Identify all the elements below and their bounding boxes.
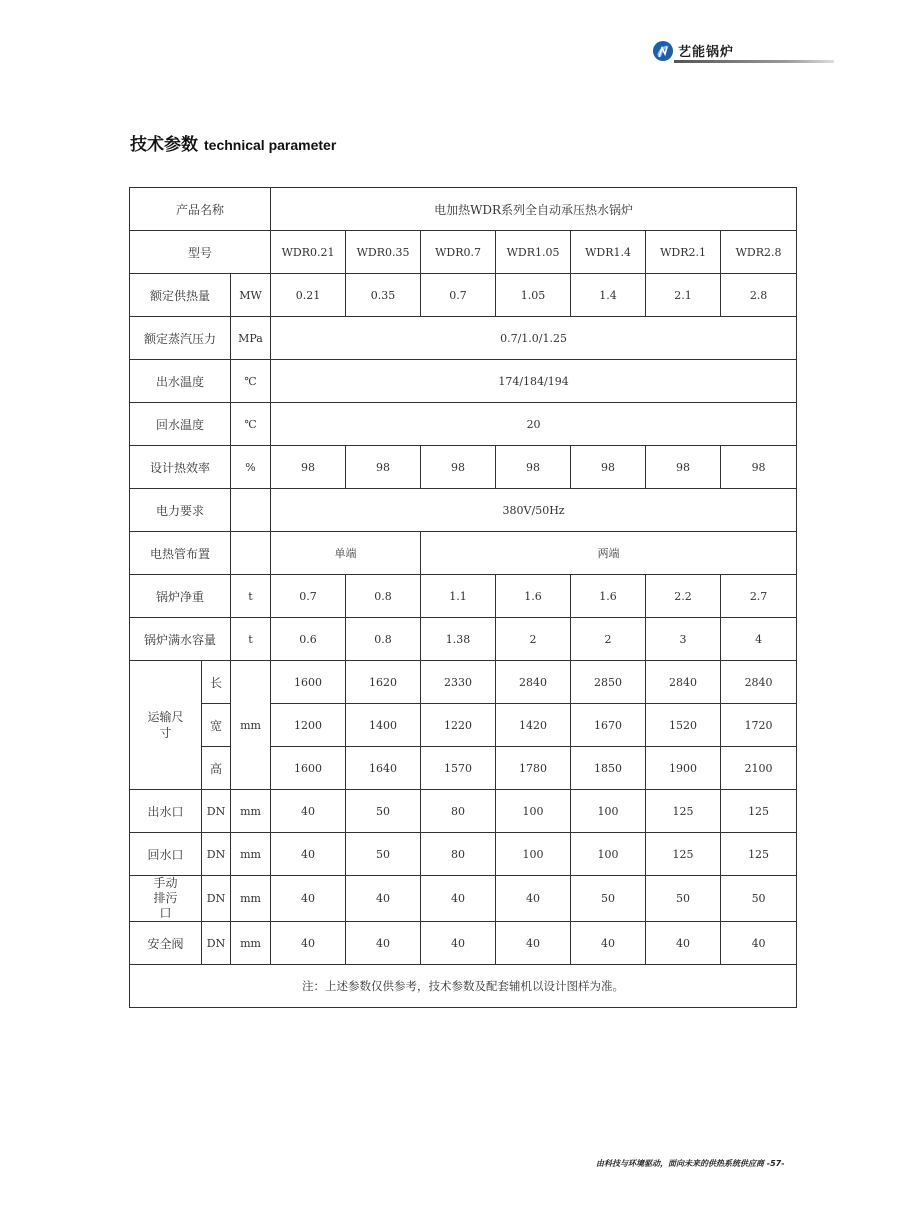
row-label: 回水温度 bbox=[130, 403, 231, 446]
value-cell: 2840 bbox=[496, 661, 571, 704]
value-cell: 40 bbox=[721, 922, 797, 965]
row-label: 安全阀 bbox=[130, 922, 202, 965]
value-cell: 1.38 bbox=[421, 618, 496, 661]
value-cell: 1640 bbox=[346, 747, 421, 790]
value-cell: 1570 bbox=[421, 747, 496, 790]
unit-cell bbox=[231, 489, 271, 532]
value-cell: 80 bbox=[421, 790, 496, 833]
value-cell: 1600 bbox=[271, 661, 346, 704]
value-cell: 2.7 bbox=[721, 575, 797, 618]
model-header-cell: WDR1.05 bbox=[496, 231, 571, 274]
value-cell: 1400 bbox=[346, 704, 421, 747]
unit-cell: t bbox=[231, 618, 271, 661]
value-cell: 40 bbox=[271, 922, 346, 965]
model-header-cell: WDR1.4 bbox=[571, 231, 646, 274]
model-header-cell: WDR2.1 bbox=[646, 231, 721, 274]
value-cell: 1420 bbox=[496, 704, 571, 747]
value-cell: 2 bbox=[571, 618, 646, 661]
value-cell: 0.6 bbox=[271, 618, 346, 661]
value-cell: 1600 bbox=[271, 747, 346, 790]
value-cell: 40 bbox=[346, 922, 421, 965]
table-row bbox=[130, 188, 797, 231]
row-label: 设计热效率 bbox=[130, 446, 231, 489]
value-cell: 2850 bbox=[571, 661, 646, 704]
table-row bbox=[130, 922, 797, 965]
unit-cell: mm bbox=[231, 922, 271, 965]
value-cell: 1.4 bbox=[571, 274, 646, 317]
value-cell: 100 bbox=[496, 790, 571, 833]
unit-cell: mm bbox=[231, 876, 271, 922]
value-cell: 125 bbox=[721, 790, 797, 833]
value-cell: 1720 bbox=[721, 704, 797, 747]
unit-cell: MW bbox=[231, 274, 271, 317]
value-cell: 1780 bbox=[496, 747, 571, 790]
row-label: 额定供热量 bbox=[130, 274, 231, 317]
value-cell: 1.6 bbox=[571, 575, 646, 618]
table-row bbox=[130, 231, 797, 274]
technical-parameter-table bbox=[129, 187, 797, 1008]
value-cell: 50 bbox=[721, 876, 797, 922]
row-label: 电力要求 bbox=[130, 489, 231, 532]
value-cell: 100 bbox=[571, 833, 646, 876]
merged-value-cell: 0.7/1.0/1.25 bbox=[271, 317, 797, 360]
dn-cell: DN bbox=[202, 876, 231, 922]
value-cell: 2 bbox=[496, 618, 571, 661]
value-cell: 80 bbox=[421, 833, 496, 876]
value-cell: 98 bbox=[271, 446, 346, 489]
table-row bbox=[130, 403, 797, 446]
value-cell: 125 bbox=[721, 833, 797, 876]
value-cell: 40 bbox=[271, 790, 346, 833]
value-cell: 98 bbox=[496, 446, 571, 489]
value-cell: 1200 bbox=[271, 704, 346, 747]
value-cell: 1.05 bbox=[496, 274, 571, 317]
dn-cell: DN bbox=[202, 833, 231, 876]
value-cell: 1620 bbox=[346, 661, 421, 704]
unit-cell: t bbox=[231, 575, 271, 618]
row-label: 出水温度 bbox=[130, 360, 231, 403]
page-footer: 由科技与环境驱动，面向未来的供热系统供应商 -57- bbox=[596, 1159, 785, 1168]
unit-cell: % bbox=[231, 446, 271, 489]
unit-cell: ℃ bbox=[231, 360, 271, 403]
table-row bbox=[130, 274, 797, 317]
value-cell: 1900 bbox=[646, 747, 721, 790]
table-row bbox=[130, 747, 797, 790]
row-label: 出水口 bbox=[130, 790, 202, 833]
value-cell: 2100 bbox=[721, 747, 797, 790]
value-cell: 50 bbox=[346, 790, 421, 833]
value-cell: 40 bbox=[346, 876, 421, 922]
value-cell: 2.1 bbox=[646, 274, 721, 317]
row-label: 锅炉满水容量 bbox=[130, 618, 231, 661]
value-cell: 0.35 bbox=[346, 274, 421, 317]
brand-logo bbox=[650, 38, 835, 70]
value-cell: 4 bbox=[721, 618, 797, 661]
heater-double-end: 两端 bbox=[421, 532, 797, 575]
unit-cell: MPa bbox=[231, 317, 271, 360]
dimension-sub-label: 高 bbox=[202, 747, 231, 790]
row-label: 回水口 bbox=[130, 833, 202, 876]
table-row bbox=[130, 876, 797, 922]
value-cell: 1850 bbox=[571, 747, 646, 790]
value-cell: 2.2 bbox=[646, 575, 721, 618]
table-row bbox=[130, 532, 797, 575]
value-cell: 2840 bbox=[646, 661, 721, 704]
dimension-sub-label: 宽 bbox=[202, 704, 231, 747]
value-cell: 40 bbox=[271, 833, 346, 876]
brand-name: 艺能锅炉 bbox=[678, 45, 735, 60]
table-row bbox=[130, 360, 797, 403]
table-row bbox=[130, 965, 797, 1008]
table-row bbox=[130, 790, 797, 833]
value-cell: 40 bbox=[421, 922, 496, 965]
section-title-zh: 技术参数 bbox=[130, 135, 198, 155]
brand-swirl-icon bbox=[652, 40, 674, 62]
value-cell: 40 bbox=[646, 922, 721, 965]
value-cell: 2330 bbox=[421, 661, 496, 704]
value-cell: 50 bbox=[646, 876, 721, 922]
value-cell: 100 bbox=[571, 790, 646, 833]
table-row bbox=[130, 489, 797, 532]
value-cell: 1.1 bbox=[421, 575, 496, 618]
merged-value-cell: 380V/50Hz bbox=[271, 489, 797, 532]
value-cell: 1520 bbox=[646, 704, 721, 747]
value-cell: 98 bbox=[721, 446, 797, 489]
table-note: 注：上述参数仅供参考，技术参数及配套辅机以设计图样为准。 bbox=[130, 965, 797, 1008]
value-cell: 0.21 bbox=[271, 274, 346, 317]
value-cell: 40 bbox=[271, 876, 346, 922]
value-cell: 40 bbox=[496, 922, 571, 965]
heater-single-end: 单端 bbox=[271, 532, 421, 575]
section-title bbox=[130, 130, 336, 155]
value-cell: 125 bbox=[646, 833, 721, 876]
row-label: 额定蒸汽压力 bbox=[130, 317, 231, 360]
dn-cell: DN bbox=[202, 922, 231, 965]
product-name-value: 电加热WDR系列全自动承压热水锅炉 bbox=[271, 188, 797, 231]
value-cell: 1220 bbox=[421, 704, 496, 747]
section-title-en: technical parameter bbox=[204, 137, 337, 153]
table-row bbox=[130, 704, 797, 747]
table-row bbox=[130, 661, 797, 704]
row-label: 手动排污口 bbox=[130, 876, 202, 922]
model-header-cell: WDR0.35 bbox=[346, 231, 421, 274]
unit-cell bbox=[231, 532, 271, 575]
value-cell: 2840 bbox=[721, 661, 797, 704]
table-row bbox=[130, 833, 797, 876]
model-header-cell: WDR2.8 bbox=[721, 231, 797, 274]
merged-value-cell: 20 bbox=[271, 403, 797, 446]
value-cell: 40 bbox=[421, 876, 496, 922]
value-cell: 98 bbox=[646, 446, 721, 489]
unit-cell: mm bbox=[231, 790, 271, 833]
heater-layout-label: 电热管布置 bbox=[130, 532, 231, 575]
value-cell: 1670 bbox=[571, 704, 646, 747]
unit-cell: mm bbox=[231, 661, 271, 790]
value-cell: 50 bbox=[571, 876, 646, 922]
logo-underline bbox=[674, 60, 834, 63]
value-cell: 98 bbox=[421, 446, 496, 489]
value-cell: 98 bbox=[571, 446, 646, 489]
table-row bbox=[130, 446, 797, 489]
value-cell: 0.7 bbox=[271, 575, 346, 618]
table-body bbox=[130, 188, 797, 1008]
value-cell: 0.7 bbox=[421, 274, 496, 317]
dn-cell: DN bbox=[202, 790, 231, 833]
value-cell: 2.8 bbox=[721, 274, 797, 317]
value-cell: 40 bbox=[571, 922, 646, 965]
value-cell: 40 bbox=[496, 876, 571, 922]
model-header-cell: WDR0.7 bbox=[421, 231, 496, 274]
value-cell: 3 bbox=[646, 618, 721, 661]
table-row bbox=[130, 317, 797, 360]
table-row bbox=[130, 618, 797, 661]
model-label: 型号 bbox=[130, 231, 271, 274]
table-row bbox=[130, 575, 797, 618]
unit-cell: ℃ bbox=[231, 403, 271, 446]
merged-value-cell: 174/184/194 bbox=[271, 360, 797, 403]
row-label: 锅炉净重 bbox=[130, 575, 231, 618]
transport-size-label: 运输尺寸 bbox=[130, 661, 202, 790]
value-cell: 100 bbox=[496, 833, 571, 876]
unit-cell: mm bbox=[231, 833, 271, 876]
value-cell: 125 bbox=[646, 790, 721, 833]
value-cell: 1.6 bbox=[496, 575, 571, 618]
value-cell: 0.8 bbox=[346, 618, 421, 661]
value-cell: 50 bbox=[346, 833, 421, 876]
product-name-label: 产品名称 bbox=[130, 188, 271, 231]
value-cell: 0.8 bbox=[346, 575, 421, 618]
value-cell: 98 bbox=[346, 446, 421, 489]
model-header-cell: WDR0.21 bbox=[271, 231, 346, 274]
dimension-sub-label: 长 bbox=[202, 661, 231, 704]
